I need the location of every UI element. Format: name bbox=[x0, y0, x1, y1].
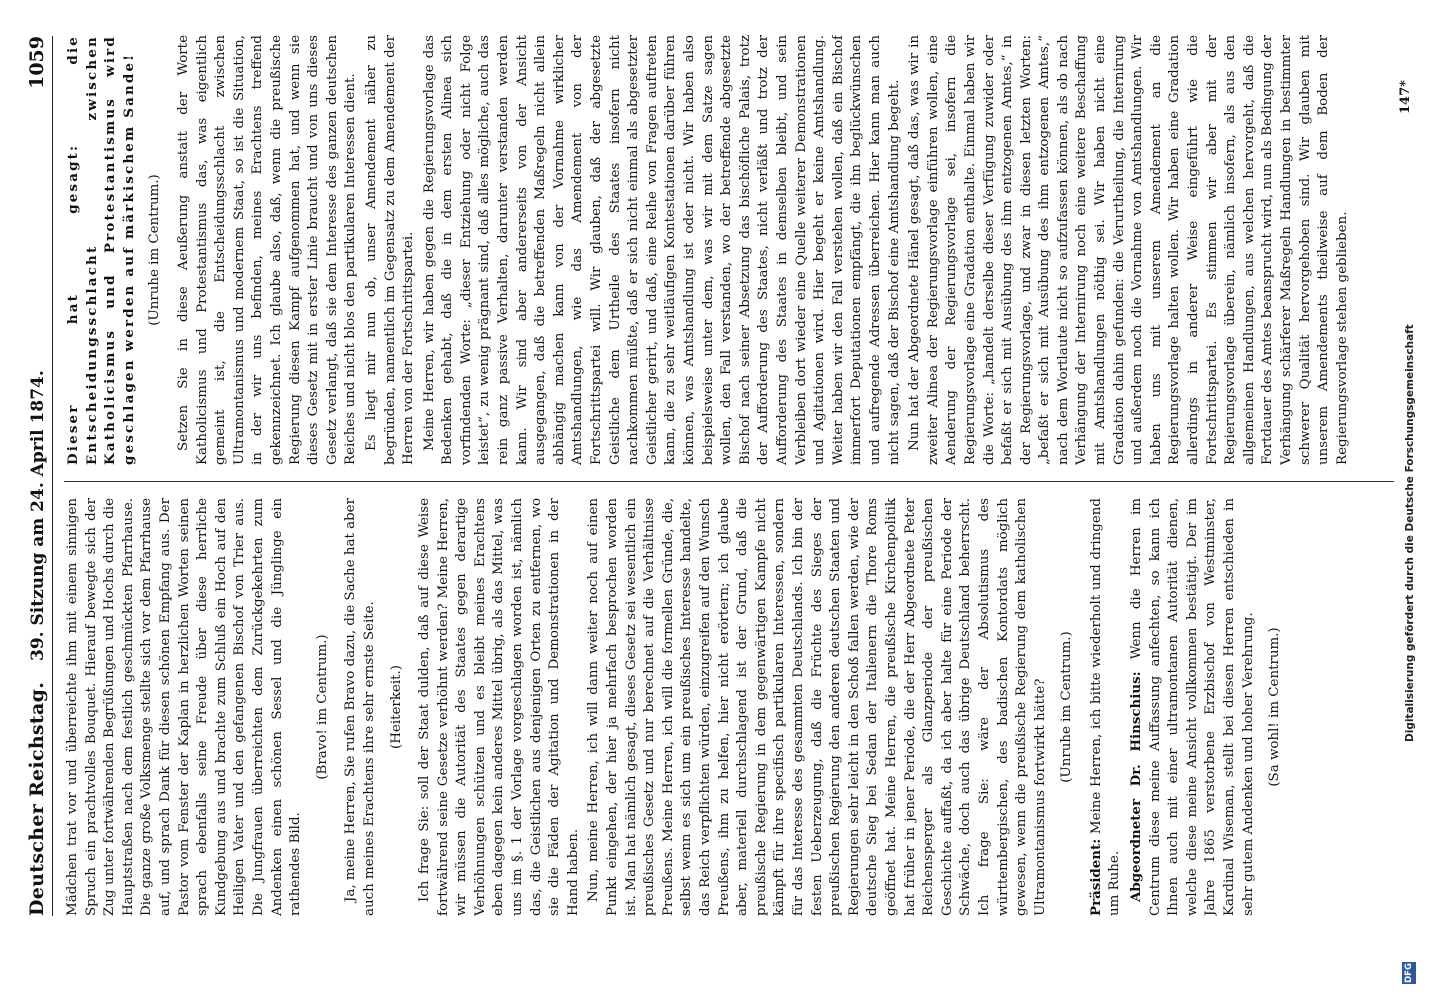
paragraph bbox=[363, 35, 419, 465]
paragraph-text: Nun, meine Herren, ich will dann weiter noch auf einen Punkt eingehen, der hier ja mehrfach besprochen worden ist. Man hat nämlich gesagt, dieses Gesetz sei wesentlich ein preußisches Gesetz und nur berechnet auf die Verhältnisse Preußens. Meine Herren, ich will die formellen Gründe, die, selbst wenn es sich um ein preußisches Interesse handelte, das Reich verpflichten würden, einzugreifen auf den Wunsch Preußens, ihm zu helfen, hier nicht erörtern; ich glaube aber, materiell durchschlagend ist der Grund, daß die preußische Regierung in dem gegenwärtigen Kampfe nicht kämpft für ihre specifisch partikularen Interessen, sondern für das Interesse des gesammten Deutschlands. Ich bin der festen Ueberzeugung, daß die Früchte des Sieges der preußischen Regierung den anderen deutschen Staaten und Regierungen sehr leicht in den Schoß fallen werden, wie der deutsche Sieg bei Sedan der Italienern die Thore Roms geöffnet hat. Meine Herren, die preußische Kirchenpolitik hat früher in jener Periode, die der Herr Abgeordnete Peter Reichensperger als Glanzperiode der preußischen Geschichte auffaßt, da ich aber halte für eine Periode der Schwäche, doch auch das übrige Deutschland beherrscht. Ich frage Sie: wäre der Absolutismus des württembergischen, des badischen Kontordats möglich gewesen, wenn die preußische Regierung dem katholischen Ultramontanismus fortwirkt hätte? bbox=[586, 498, 1048, 916]
paragraph bbox=[64, 35, 138, 465]
stage-direction: (Sa wohl! im Centrum.) bbox=[1267, 627, 1283, 787]
paragraph-text: Setzen Sie in diese Aeußerung anstatt der Worte Katholicismus und Protestantismus das, was eigentlich gemeint ist, die Entscheidungsschlacht zwischen Ultramontanismus und modernem Staat, so ist die Situation, in der wir uns befinden, meines Erachtens treffend gekennzeichnet. Ich glaube also, daß, wenn die preußische Regierung diesen Kampf aufgenommen hat, und wenn sie dieses Gesetz mit in erster Linie braucht und von uns dieses Gesetz verlangt, daß sie dem Interesse des ganzen deutschen Reiches und nicht blos den partikularen Interessen dient. bbox=[175, 35, 359, 465]
paragraph bbox=[64, 498, 306, 916]
paragraph bbox=[416, 498, 583, 916]
digitization-note: Digitalisierung gefördert durch die Deutsche Forschungsgemeinschaft bbox=[1404, 324, 1416, 742]
speaker-name: Präsident: bbox=[1087, 838, 1104, 916]
speaker-name: Abgeordneter Dr. Hinschius: bbox=[1128, 671, 1145, 902]
paragraph-text: Wenn die Herren im Centrum diese meine Auffassung anfechten, so kann ich Ihnen auch mit einer ultramontanen Autorität dienen, welche diese meine Ansicht vollkommen bestätigt. Der im Jahre 1865 verstorbene Erzbischof von Westminster, Kardinal Wiseman, stellt bei diesen Herren entschieden in sehr gutem Andenken und hoher Verehrung. bbox=[1129, 498, 1256, 916]
paragraph-text: Meine Herren, ich bitte wiederholt und dringend um Ruhe. bbox=[1088, 498, 1123, 916]
paragraph-text: Mädchen trat vor und überreichte ihm mit einem sinnigen Spruch ein prachtvolles Bouquet. Hierauf bewegte sich der Zug unter fortwährenden Begrüßungen und Hochs durch die Hauptstraßen nach dem festlich geschmückten Pfarrhause. Die ganze große Volksmenge stellte sich vor dem Pfarrhause auf, und sprach Dank für diesen schönen Empfang aus. Der Pastor vom Fenster der Kaplan in herzlichen Worten seinen sprach ebenfalls seine Freude über diese herrliche Kundgebung aus und brachte zum Schluß ein Hoch auf den Heiligen Vater und den gefangenen Bischof von Trier aus. Die Jungfrauen überreichten dem Zurückgekehrten zum Andenken einen schönen Sessel und die Jünglinge ein rathendes Bild. bbox=[65, 498, 304, 916]
column-divider bbox=[64, 481, 1394, 482]
paragraph-text: Es liegt mir nun ob, unser Amendement näher zu begründen, namentlich im Gegensatz zu dem Amendement der Herren von der Fortschrittspartei. bbox=[363, 35, 417, 465]
paragraph-text: Ja, meine Herren, Sie rufen Bravo dazu, die Sache hat aber auch meines Erachtens ihre sehr ernste Seite. bbox=[343, 498, 377, 916]
page-header bbox=[22, 36, 53, 916]
session-date: 39. Sitzung am 24. April 1874. bbox=[28, 370, 48, 661]
dfg-logo: DFG bbox=[1404, 963, 1414, 983]
right-column bbox=[64, 35, 1394, 465]
paragraph bbox=[1127, 498, 1258, 916]
left-column bbox=[64, 498, 1394, 916]
paragraph-text: Dieser hat gesagt: die Entscheidungsschlacht zwischen Katholicismus und Protestantismus wird geschlagen werden auf märkischem Sande! bbox=[65, 35, 137, 465]
paragraph-text: Nun hat der Abgeordnete Hänel gesagt, daß das, was wir in zweiter Alinea der Regierungsvorlage einführen wollen, eine Aenderung der Regierungsvorlage sei, insofern die Regierungsvorlage eine Gradation enthalte. Einmal haben wir die Worte: „handelt derselbe dieser Verfügung zuwider oder befaßt er sich mit Ausübung des ihm entzogenen Amtes,“ in der Regierungsvorlage, und zwar in diesen letzten Worten: „befaßt er sich mit Ausübung des ihm entzogenen Amtes,“ nach dem Wortlaute nicht so aufzufassen können, als ob nach Verhängung der Internirung noch eine weitere Beschaffung mit Amtshandlungen nöthig sei. Wir haben nicht eine Gradation dahin gefunden: die Verurtheilung, die Internirung und außerdem noch die Vornahme von Amtshandlungen. Wir haben uns mit unserem Amendement an die Regierungsvorlage halten wollen. Wir haben eine Gradation allerdings in anderer Weise eingeführt wie die Fortschrittspartei. Es stimmen wir aber mit der Regierungsvorlage überein, nämlich insofern, als aus den allgemeinen Handlungen, aus welchen hervorgeht, daß die Fortdauer des Amtes beansprucht wird, nun als Bedingung der Verhängung schärferer Maßregeln Handlungen in bestimmter schwerer Qualität hervorgehoben sind. Wir glauben mit unserem Amendements theilweise auf dem Boden der Regierungsvorlage stehen geblieben. bbox=[907, 35, 1350, 465]
publication-title: Deutscher Reichstag. bbox=[26, 681, 48, 916]
paragraph bbox=[175, 35, 361, 465]
stage-direction: (Bravo! im Centrum.) bbox=[314, 634, 330, 780]
page-number: 1059 bbox=[26, 36, 48, 89]
stage-direction: (Unruhe im Centrum.) bbox=[147, 174, 163, 326]
stage-direction: (Heiterkeit.) bbox=[388, 665, 404, 749]
paragraph bbox=[342, 498, 379, 916]
paragraph bbox=[585, 498, 1050, 916]
stage-direction: (Unruhe im Centrum.) bbox=[1059, 631, 1075, 783]
paragraph bbox=[906, 35, 1352, 465]
paragraph bbox=[421, 35, 904, 465]
paragraph bbox=[1087, 498, 1125, 916]
paragraph-text: Meine Herren, wir haben gegen die Regierungsvorlage das Bedenken gehabt, daß die in dem ersten Alinea sich vorfindenden Worte: „dieser Entziehung oder nicht Folge leistet“, zu wenig prägnant sind, daß alles mögliche, auch das rein ganz passive Verhalten, darunter verstanden werden kann. Wir sind aber andererseits von der Ansicht ausgegangen, daß die betreffenden Maßregeln nicht allein abhängig machen kann von der Vornahme wirklicher Amtshandlungen, wie das Amendement von der Fortschrittspartei will. Wir glauben, daß der abgesetzte Geistliche dem Urtheile des Staates insofern nicht nachkommen müßte, daß er sich nicht einmal als abgesetzter Geistlicher gerirt, und daß, eine Reihe von Fragen auftreten kann, die zu sehr weitläufigen Kontestationen darüber führen können, was Amtshandlung ist oder nicht. Wir haben also beispielsweise unter dem, was wir mit dem Satze sagen wollen, den Fall verstanden, wo der betreffende abgesetzte Bischof nach seiner Absetzung das bischöfliche Palais, trotz der Aufforderung des Staates, nicht verläßt und trotz der Aufforderung des Staates in demselben bleibt, und sein Verbleiben dort wieder eine Quelle weiterer Demonstrationen und Agitationen wird. Hier begeht er keine Amtshandlung. Weiter haben wir den Fall verstehen wollen, daß ein Bischof immerfort Deputationen empfängt, die ihn beglückwünschen und aufregende Adressen überreichen. Hier kann man auch nicht sagen, daß der Bischof eine Amtshandlung begeht. bbox=[421, 35, 902, 465]
sheet-number: 147* bbox=[1398, 80, 1413, 114]
paragraph-text: Ich frage Sie: soll der Staat dulden, daß auf diese Weise fortwährend seine Gesetze verhöhnt werden? Meine Herren, wir müssen die Autorität des Staates gegen derartige Verhöhnungen schützen und es bleibt meines Erachtens eben dagegen kein anderes Mittel übrig, als das Mittel, was uns im §. 1 der Vorlage vorgeschlagen worden ist, nämlich das, die Geistlichen aus denjenigen Orten zu entfernen, wo sie die Fäden der Agitation und Demonstrationen in der Hand haben. bbox=[417, 498, 581, 916]
